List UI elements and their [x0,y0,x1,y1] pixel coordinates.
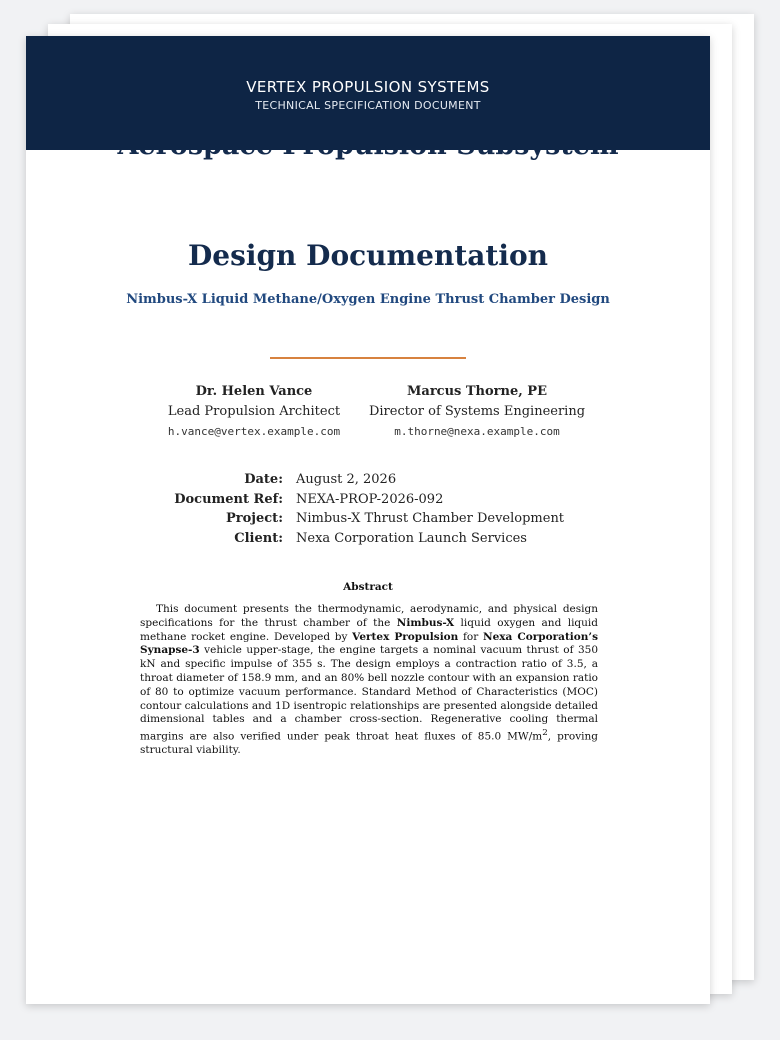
meta-row-docref [26,492,710,512]
abstract-heading: Abstract [343,581,393,593]
document-subtitle: Nimbus-X Liquid Methane/Oxygen Engine Thrust Chamber Design [126,292,610,307]
meta-label: Client: [234,530,283,546]
abstract-segment: liquid oxygen and liquid methane rocket engine. Developed by [140,616,598,643]
meta-value: Nexa Corporation Launch Services [296,530,527,546]
meta-value: Nimbus-X Thrust Chamber Development [296,511,565,526]
meta-row-client [26,531,710,551]
meta-label: Document Ref: [174,491,283,507]
author-name: Marcus Thorne, PE [407,384,547,399]
abstract-segment: , proving structural viability. [140,730,598,757]
meta-row-project [26,511,710,531]
author-block [134,382,374,442]
meta-value: August 2, 2026 [296,472,397,487]
abstract-emphasis: Vertex Propulsion [352,630,459,643]
organization-name: VERTEX PROPULSION SYSTEMS [246,78,490,96]
abstract-text [140,603,598,758]
author-block [357,382,597,442]
meta-row-date [26,472,710,492]
author-email: h.vance@vertex.example.com [167,425,341,438]
header-band [26,36,710,150]
author-role: Director of Systems Engineering [368,404,586,419]
abstract-emphasis: Nimbus-X [396,616,455,629]
meta-label: Date: [244,472,283,487]
meta-value: NEXA-PROP-2026-092 [296,491,444,507]
author-name: Dr. Helen Vance [195,384,313,399]
abstract-segment: vehicle upper-stage, the engine targets a nominal vacuum thrust of 350 kN and specific impulse of 355 s. The design employs a contraction ratio of 3.5, a throat diameter of 158.9 mm, and an 80% bell nozzle contour with an expansion ratio of 80 to optimize vacuum performance. Standard Method of Characteristics (MOC) contour calculations and 1D isentropic relationships are presented alongside detailed dimensional tables and a chamber cross-section. Regenerative cooling thermal margins are also verified under peak throat heat fluxes of 85.0 MW/m [140,644,598,743]
abstract-emphasis: Nexa Corporation’s Synapse-3 [140,630,598,657]
abstract-superscript: 2 [542,728,548,739]
abstract-segment: for [458,630,483,643]
author-role: Lead Propulsion Architect [167,404,341,419]
abstract-segment: This document presents the thermodynamic, aerodynamic, and physical design specifications for the thrust chamber of the [140,603,598,629]
author-email: m.thorne@nexa.example.com [394,425,560,438]
meta-label: Project: [226,511,283,526]
document-title: Design Documentation [187,239,549,272]
accent-divider [270,357,466,359]
document-metadata [26,472,710,550]
cover-page [26,36,710,1004]
document-type: TECHNICAL SPECIFICATION DOCUMENT [255,99,481,112]
